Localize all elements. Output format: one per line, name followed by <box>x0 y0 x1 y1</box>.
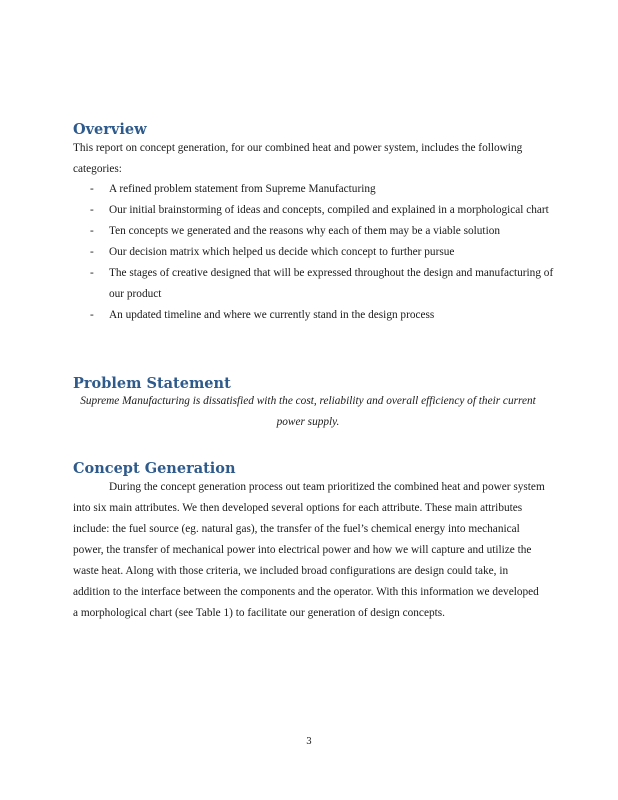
list-item <box>0 179 560 200</box>
list-item <box>0 242 560 263</box>
overview-bullet-list <box>0 179 560 326</box>
list-item-text: The stages of creative designed that will be expressed throughout the design and manufacturing of our product <box>109 267 554 300</box>
overview-intro: This report on concept generation, for our combined heat and power system, includes the following categories: <box>73 142 523 175</box>
bullet-marker: - <box>90 183 94 195</box>
bullet-marker: - <box>90 246 94 258</box>
problem-statement-text: Supreme Manufacturing is dissatisfied with the cost, reliability and overall efficiency of their current power supply. <box>80 395 536 428</box>
bullet-marker: - <box>90 267 94 279</box>
list-item-text: Our decision matrix which helped us decide which concept to further pursue <box>109 246 455 258</box>
list-item <box>0 200 560 221</box>
list-item <box>0 263 560 305</box>
list-item <box>0 221 560 242</box>
problem-statement-heading: Problem Statement <box>73 375 231 392</box>
concept-generation-text: During the concept generation process out team prioritized the combined heat and power system into six main attributes. We then developed several options for each attribute. These main attributes include: the fuel source (eg. natural gas), the transfer of the fuel’s chemical energy into mechanical power, the transfer of mechanical power into electrical power and how we will capture and utilize the waste heat. Along with those criteria, we included broad configurations are design could take, in addition to the interface between the components and the operator. With this information we developed a morphological chart (see Table 1) to facilitate our generation of design concepts. <box>73 481 545 619</box>
list-item-text: Our initial brainstorming of ideas and concepts, compiled and explained in a morphological chart <box>109 204 549 216</box>
list-item-text: A refined problem statement from Supreme Manufacturing <box>109 183 376 195</box>
list-item-text: Ten concepts we generated and the reasons why each of them may be a viable solution <box>109 225 501 237</box>
concept-generation-paragraph <box>73 477 545 624</box>
concept-generation-heading: Concept Generation <box>73 460 236 477</box>
bullet-marker: - <box>90 309 94 321</box>
list-item-text: An updated timeline and where we currently stand in the design process <box>109 309 435 321</box>
overview-heading: Overview <box>73 121 147 138</box>
list-item <box>0 305 560 326</box>
page-number: 3 <box>306 737 312 747</box>
bullet-marker: - <box>90 204 94 216</box>
bullet-marker: - <box>90 225 94 237</box>
